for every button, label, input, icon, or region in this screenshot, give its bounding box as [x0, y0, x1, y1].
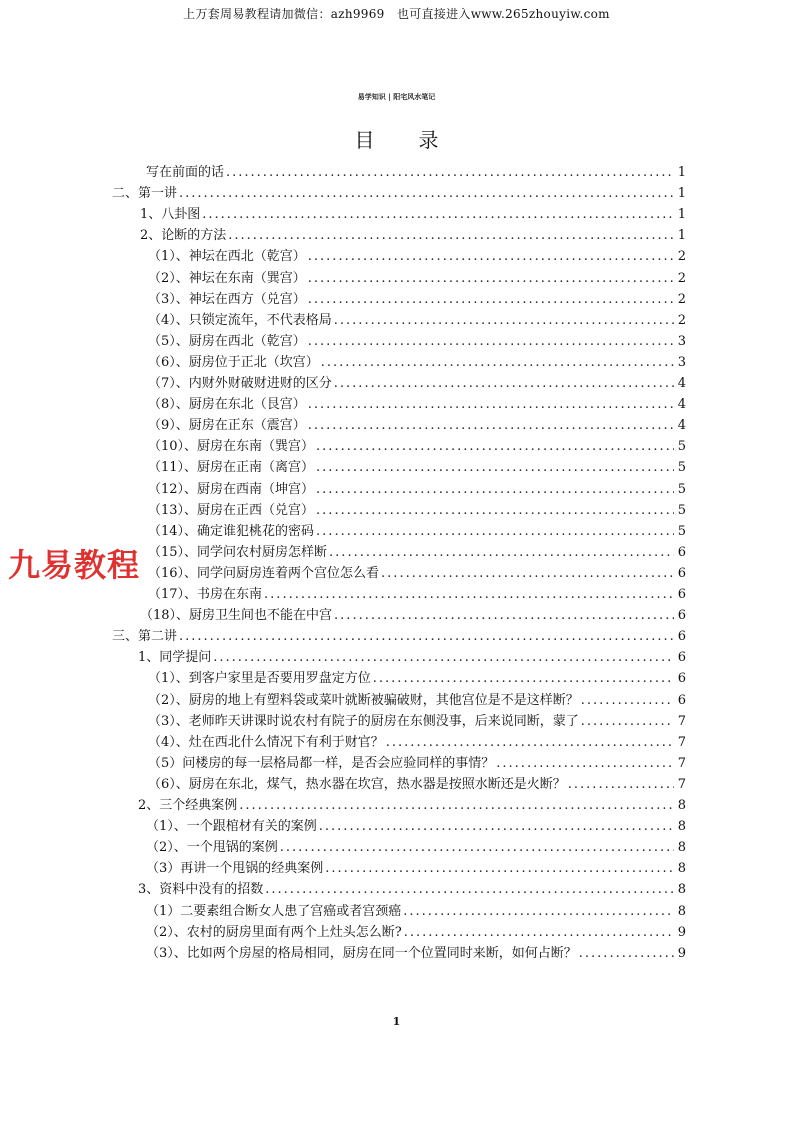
- toc-entry-title: 2、论断的方法: [140, 228, 227, 243]
- dot-leader: [381, 564, 674, 584]
- toc-entry-title: （2）、神坛在东南（巽宫）: [148, 271, 306, 286]
- toc-entry[interactable]: [146, 944, 686, 964]
- toc-entry-page: 2: [677, 292, 686, 307]
- toc-entry[interactable]: [148, 733, 686, 753]
- toc-entry-page: 2: [677, 271, 686, 286]
- dot-leader: [373, 669, 674, 689]
- toc-entry-page: 1: [677, 165, 686, 180]
- toc-entry-page: 4: [677, 397, 686, 412]
- dot-leader: [316, 480, 674, 500]
- toc-entry[interactable]: [148, 353, 686, 373]
- toc-entry-title: （6）、厨房在东北，煤气，热水器在坎宫，热水器是按照水断还是火断？: [148, 777, 566, 792]
- toc-entry-page: 7: [677, 735, 686, 750]
- toc-entry-title: （3）、老师昨天讲课时说农村有院子的厨房在东侧没事，后来说同断，蒙了: [148, 714, 579, 729]
- toc-entry[interactable]: [146, 838, 686, 858]
- dot-leader: [228, 226, 674, 246]
- dot-leader: [403, 902, 674, 922]
- page-number: 1: [392, 1015, 401, 1028]
- promo-banner: 上万套周易教程请加微信：azh9969 也可直接进入www.265zhouyiw.com: [183, 7, 610, 21]
- toc-entry-title: （3）再讲一个甩锅的经典案例: [146, 861, 324, 876]
- dot-leader: [308, 290, 674, 310]
- dot-leader: [308, 269, 674, 289]
- toc-entry-title: （2）、厨房的地上有塑料袋或菜叶就断被骗破财，其他宫位是不是这样断？: [148, 693, 579, 708]
- toc-entry-title: （2）、一个甩锅的案例: [146, 840, 278, 855]
- toc-entry[interactable]: [148, 543, 686, 563]
- dot-leader: [319, 817, 674, 837]
- dot-leader: [329, 543, 674, 563]
- toc-entry-page: 5: [677, 439, 686, 454]
- toc-entry-page: 6: [677, 671, 686, 686]
- toc-entry-title: （17）、书房在东南: [148, 587, 263, 602]
- dot-leader: [321, 353, 674, 373]
- dot-leader: [581, 712, 674, 732]
- dot-leader: [325, 859, 674, 879]
- toc-entry-title: （1）二要素组合断女人患了宫癌或者宫颈癌: [146, 904, 402, 919]
- toc-entry-page: 6: [677, 693, 686, 708]
- toc-entry[interactable]: [148, 564, 686, 584]
- toc-entry[interactable]: [148, 691, 686, 711]
- toc-entry[interactable]: [148, 332, 686, 352]
- toc-entry-title: （4）、只锁定流年，不代表格局: [148, 313, 332, 328]
- toc-entry[interactable]: [148, 395, 686, 415]
- dot-leader: [316, 437, 674, 457]
- toc-entry-title: 2、三个经典案例: [138, 798, 238, 813]
- toc-entry-title: （12）、厨房在西南（坤宫）: [148, 482, 315, 497]
- toc-entry-title: （9）、厨房在正东（震宫）: [148, 418, 306, 433]
- toc-entry-page: 8: [677, 904, 686, 919]
- toc-entry[interactable]: [146, 859, 686, 879]
- toc-entry-title: （7）、内财外财破财进财的区分: [148, 376, 332, 391]
- dot-leader: [404, 923, 674, 943]
- dot-leader: [308, 395, 674, 415]
- dot-leader: [213, 648, 674, 668]
- toc-entry-page: 6: [677, 629, 686, 644]
- toc-entry[interactable]: [148, 458, 686, 478]
- toc-entry[interactable]: [138, 880, 686, 900]
- toc-entry-page: 7: [677, 756, 686, 771]
- dot-leader: [280, 838, 674, 858]
- toc-entry[interactable]: [146, 923, 686, 943]
- toc-entry[interactable]: [138, 648, 686, 668]
- toc-entry-page: 5: [677, 524, 686, 539]
- toc-entry[interactable]: [140, 606, 686, 626]
- toc-entry[interactable]: [112, 184, 686, 204]
- toc-entry-title: 1、八卦图: [140, 207, 201, 222]
- toc-entry-page: 6: [677, 545, 686, 560]
- toc-entry-page: 4: [677, 418, 686, 433]
- page-title: 目录: [354, 128, 483, 152]
- toc-entry-page: 8: [677, 798, 686, 813]
- dot-leader: [316, 501, 674, 521]
- toc-entry[interactable]: [146, 902, 686, 922]
- dot-leader: [308, 416, 674, 436]
- toc-entry[interactable]: [146, 817, 686, 837]
- dot-leader: [568, 775, 674, 795]
- dot-leader: [334, 311, 674, 331]
- toc-entry-page: 8: [677, 819, 686, 834]
- toc-entry[interactable]: [148, 374, 686, 394]
- dot-leader: [239, 796, 674, 816]
- toc-entry-title: （4）、灶在西北什么情况下有利于财官？: [148, 735, 384, 750]
- toc-entry-title: （15）、同学问农村厨房怎样断: [148, 545, 328, 560]
- toc-entry-page: 1: [677, 207, 686, 222]
- toc-entry-page: 2: [677, 313, 686, 328]
- dot-leader: [334, 606, 674, 626]
- running-head: 易学知识 | 阳宅风水笔记: [357, 92, 436, 101]
- toc-entry-title: （1）、神坛在西北（乾宫）: [148, 249, 306, 264]
- toc-entry[interactable]: [148, 290, 686, 310]
- toc-entry-page: 6: [677, 650, 686, 665]
- toc-entry[interactable]: [140, 205, 686, 225]
- toc-entry-page: 3: [677, 355, 686, 370]
- toc-entry-page: 9: [677, 925, 686, 940]
- toc-entry[interactable]: [148, 247, 686, 267]
- toc-entry[interactable]: [138, 796, 686, 816]
- toc-entry-page: 4: [677, 376, 686, 391]
- toc-entry-page: 1: [677, 186, 686, 201]
- toc-entry-title: 1、同学提问: [138, 650, 212, 665]
- toc-entry-page: 6: [677, 566, 686, 581]
- dot-leader: [316, 522, 674, 542]
- dot-leader: [581, 691, 674, 711]
- toc-entry-title: （8）、厨房在东北（艮宫）: [148, 397, 306, 412]
- toc-entry[interactable]: [148, 437, 686, 457]
- dot-leader: [226, 163, 674, 183]
- toc-entry[interactable]: [148, 501, 686, 521]
- toc-entry[interactable]: [148, 480, 686, 500]
- dot-leader: [264, 585, 674, 605]
- dot-leader: [579, 944, 674, 964]
- toc-entry-title: （11）、厨房在正南（离宫）: [148, 460, 315, 475]
- toc-entry[interactable]: [148, 754, 686, 774]
- dot-leader: [316, 458, 674, 478]
- toc-entry-page: 8: [677, 840, 686, 855]
- toc-entry-title: （1）、一个跟棺材有关的案例: [146, 819, 317, 834]
- toc-entry-title: 写在前面的话: [146, 165, 225, 180]
- toc-entry[interactable]: [112, 627, 686, 647]
- dot-leader: [386, 733, 674, 753]
- dot-leader: [308, 247, 674, 267]
- toc-entry-page: 8: [677, 861, 686, 876]
- toc-entry-title: （10）、厨房在东南（巽宫）: [148, 439, 315, 454]
- toc-entry[interactable]: [148, 522, 686, 542]
- toc-entry-page: 5: [677, 482, 686, 497]
- toc-entry-title: 二、第一讲: [112, 186, 178, 201]
- toc-entry[interactable]: [148, 311, 686, 331]
- toc-entry-page: 2: [677, 249, 686, 264]
- toc-entry-page: 6: [677, 587, 686, 602]
- toc-entry-title: （16）、同学问厨房连着两个宫位怎么看: [148, 566, 380, 581]
- dot-leader: [202, 205, 674, 225]
- dot-leader: [334, 374, 674, 394]
- toc-entry[interactable]: [148, 269, 686, 289]
- toc-entry-title: （1）、到客户家里是否要用罗盘定方位: [148, 671, 371, 686]
- dot-leader: [265, 880, 674, 900]
- toc-entry[interactable]: [148, 669, 686, 689]
- dot-leader: [179, 184, 674, 204]
- toc-entry-page: 9: [677, 946, 686, 961]
- toc-entry-title: （18）、厨房卫生间也不能在中宫: [140, 608, 333, 623]
- toc-entry-page: 6: [677, 608, 686, 623]
- toc-entry-title: （3）、神坛在西方（兑宫）: [148, 292, 306, 307]
- toc-entry-page: 8: [677, 882, 686, 897]
- toc-entry-page: 7: [677, 714, 686, 729]
- toc-entry-title: （3）、比如两个房屋的格局相同，厨房在同一个位置同时来断，如何占断？: [146, 946, 577, 961]
- toc-entry-title: （5）、厨房在西北（乾宫）: [148, 334, 306, 349]
- toc-entry[interactable]: [140, 226, 686, 246]
- dot-leader: [179, 627, 674, 647]
- toc-entry-title: 三、第二讲: [112, 629, 178, 644]
- toc-entry-title: （13）、厨房在正西（兑宫）: [148, 503, 315, 518]
- toc-entry[interactable]: [148, 712, 686, 732]
- toc-entry[interactable]: [146, 163, 686, 183]
- toc-entry-title: （5）问楼房的每一层格局都一样，是否会应验同样的事情？: [148, 756, 495, 771]
- toc-entry-page: 1: [677, 228, 686, 243]
- toc-entry-title: （14）、确定谁犯桃花的密码: [148, 524, 315, 539]
- toc-entry-page: 5: [677, 460, 686, 475]
- toc-entry-page: 7: [677, 777, 686, 792]
- toc-entry-title: （2）、农村的厨房里面有两个上灶头怎么断?: [146, 925, 402, 940]
- dot-leader: [496, 754, 674, 774]
- toc-entry-title: 3、资料中没有的招数: [138, 882, 264, 897]
- toc-entry-page: 5: [677, 503, 686, 518]
- toc-entry[interactable]: [148, 585, 686, 605]
- toc-entry-title: （6）、厨房位于正北（坎宫）: [148, 355, 319, 370]
- toc-entry-page: 3: [677, 334, 686, 349]
- dot-leader: [308, 332, 674, 352]
- toc-entry[interactable]: [148, 775, 686, 795]
- watermark-logo: 九易教程: [8, 546, 141, 584]
- toc-entry[interactable]: [148, 416, 686, 436]
